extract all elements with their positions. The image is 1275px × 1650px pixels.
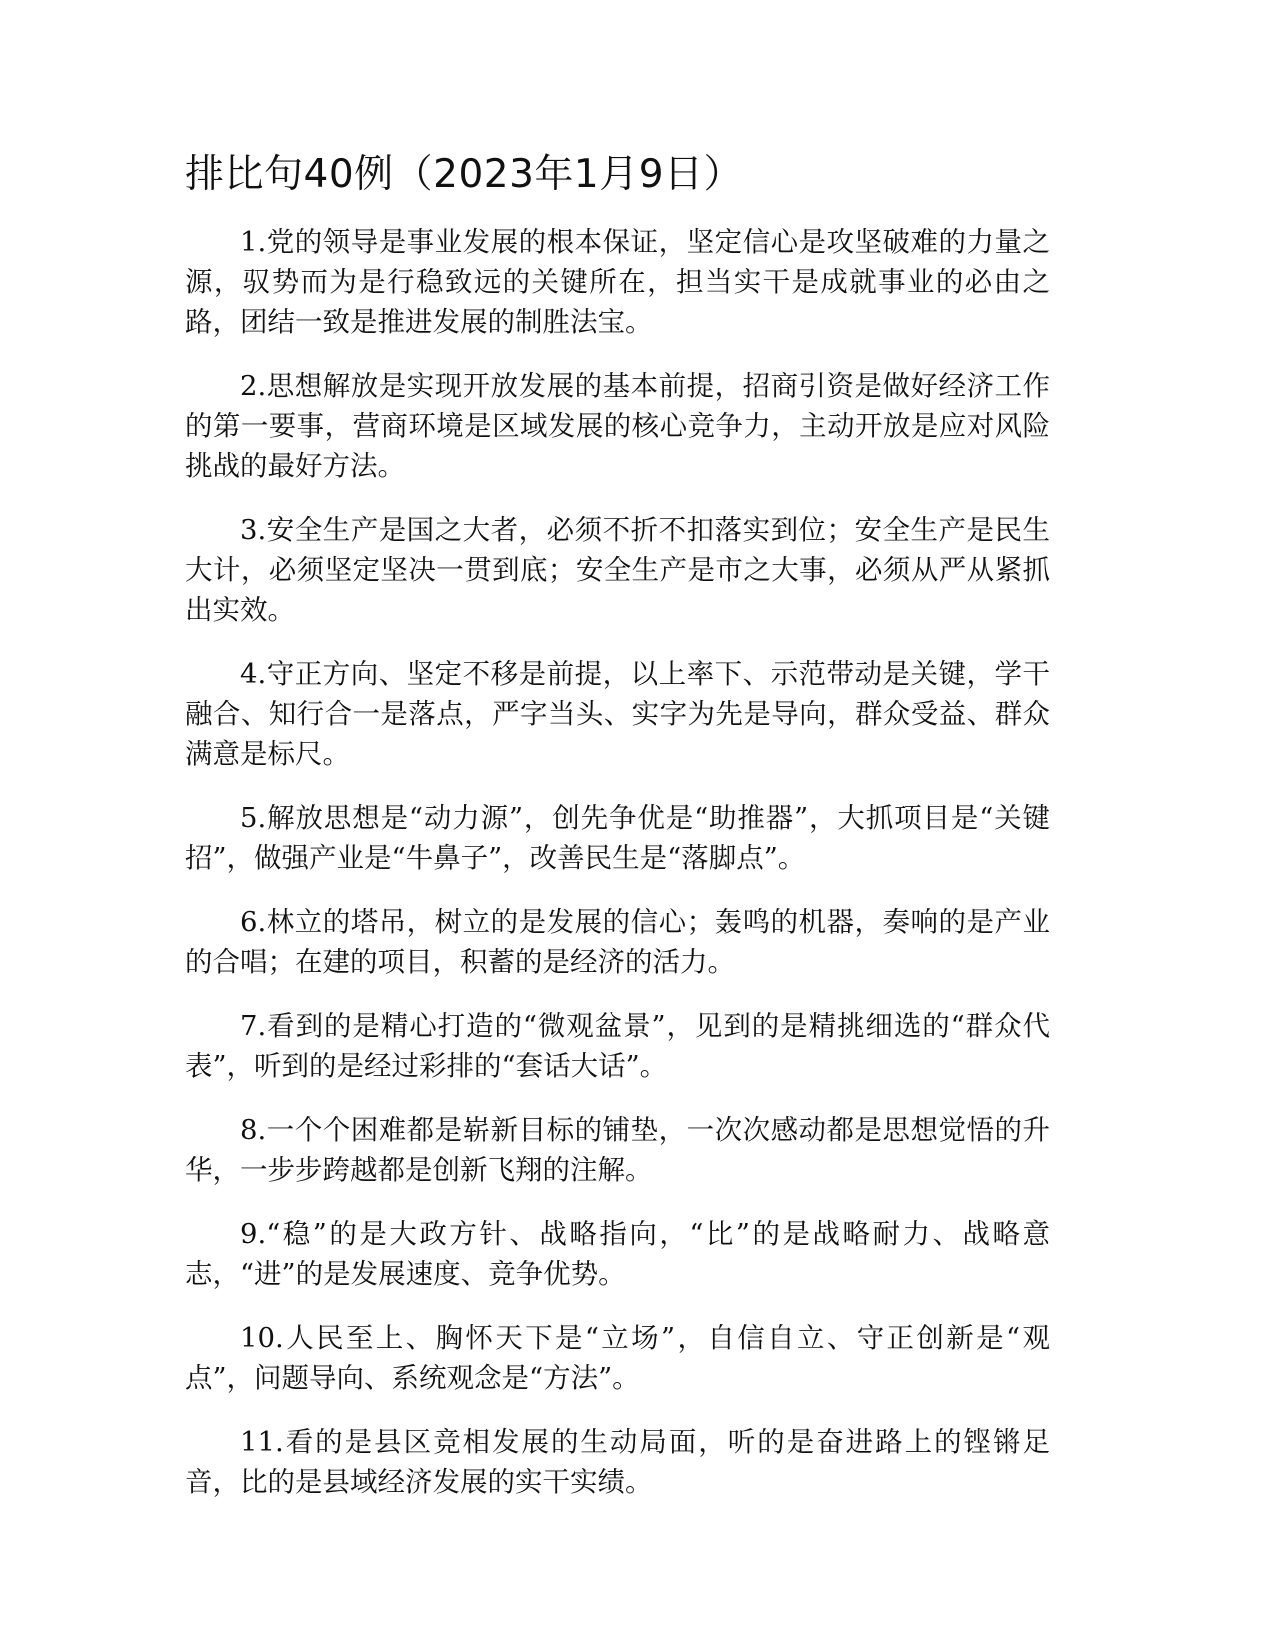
paragraph-4: 4.守正方向、坚定不移是前提，以上率下、示范带动是关键，学干融合、知行合一是落点，严字当头、实字为先是导向，群众受益、群众满意是标尺。	[185, 658, 1050, 770]
paragraph-9: 9.“稳”的是大政方针、战略指向，“比”的是战略耐力、战略意志，“进”的是发展速度、竞争优势。	[185, 1218, 1050, 1290]
paragraph-6: 6.林立的塔吊，树立的是发展的信心；轰鸣的机器，奏响的是产业的合唱；在建的项目，积蓄的是经济的活力。	[185, 906, 1050, 978]
paragraph-8: 8.一个个困难都是崭新目标的铺垫，一次次感动都是思想觉悟的升华，一步步跨越都是创新飞翔的注解。	[185, 1114, 1050, 1186]
paragraph-1: 1.党的领导是事业发展的根本保证，坚定信心是攻坚破难的力量之源，驭势而为是行稳致远的关键所在，担当实干是成就事业的必由之路，团结一致是推进发展的制胜法宝。	[185, 226, 1050, 338]
paragraph-5: 5.解放思想是“动力源”，创先争优是“助推器”，大抓项目是“关键招”，做强产业是“牛鼻子”，改善民生是“落脚点”。	[185, 802, 1050, 874]
paragraph-7: 7.看到的是精心打造的“微观盆景”，见到的是精挑细选的“群众代表”，听到的是经过彩排的“套话大话”。	[185, 1010, 1050, 1082]
document-body	[185, 222, 1050, 1526]
paragraph-11: 11.看的是县区竞相发展的生动局面，听的是奋进路上的铿锵足音，比的是县域经济发展的实干实绩。	[185, 1426, 1050, 1498]
document-title: 排比句40例（2023年1月9日）	[185, 152, 744, 197]
paragraph-10: 10.人民至上、胸怀天下是“立场”，自信自立、守正创新是“观点”，问题导向、系统观念是“方法”。	[185, 1322, 1050, 1394]
paragraph-3: 3.安全生产是国之大者，必须不折不扣落实到位；安全生产是民生大计，必须坚定坚决一贯到底；安全生产是市之大事，必须从严从紧抓出实效。	[185, 514, 1050, 626]
paragraph-2: 2.思想解放是实现开放发展的基本前提，招商引资是做好经济工作的第一要事，营商环境是区域发展的核心竞争力，主动开放是应对风险挑战的最好方法。	[185, 370, 1050, 482]
